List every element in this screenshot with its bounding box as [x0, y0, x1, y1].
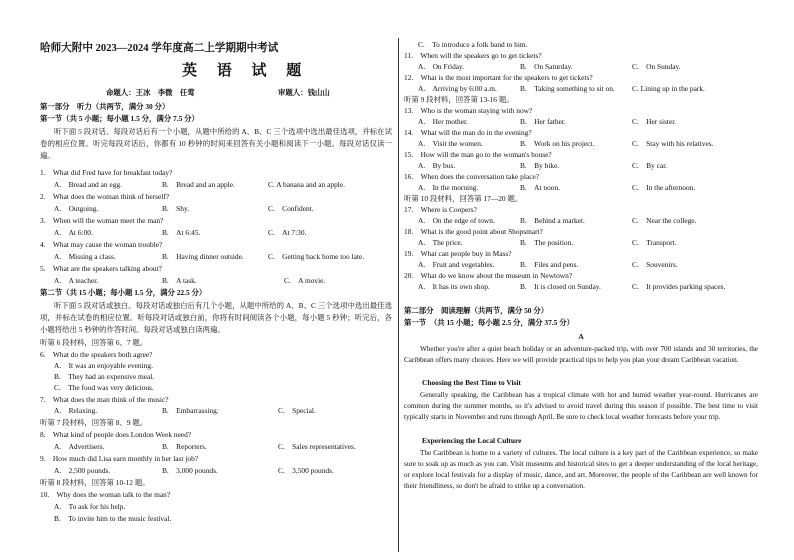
q7-option-a: A. Relaxing.	[54, 406, 98, 415]
q7-stem: 7. What does the man think of the music?	[40, 395, 169, 404]
reviewer: 审题人：钱山山	[278, 88, 330, 97]
q9-option-a: A. 2,500 pounds.	[54, 466, 111, 475]
q12-option-a: A. Arriving by 6:00 a.m.	[418, 84, 497, 93]
q17-option-b: B. Behind a market.	[520, 216, 585, 225]
q8-option-b: B. Reporters.	[162, 442, 207, 451]
q13-option-a: A. Her mother.	[418, 117, 468, 126]
q3-stem: 3. When will the woman meet the man?	[40, 216, 164, 225]
q15-option-a: A. By bus.	[418, 161, 456, 170]
q14-option-c: C. Stay with his relatives.	[632, 139, 714, 148]
q10-stem: 10. Why does the woman talk to the man?	[40, 490, 171, 499]
passage-label: A	[578, 332, 584, 341]
left-column	[40, 0, 392, 560]
q8-option-c: C. Sales representatives.	[278, 442, 356, 451]
q13-option-c: C. Her sister.	[632, 117, 677, 126]
q11-option-b: B. On Saturday.	[520, 62, 573, 71]
part2-sec1-heading: 第一节 （共 15 小题；每小题 2.5 分，满分 37.5 分）	[404, 318, 574, 327]
sec1-heading: 第一节（共 5 小题；每小题 1.5 分，满分 7.5 分）	[40, 114, 199, 123]
q18-option-a: A. The price.	[418, 238, 463, 247]
q1-option-c: C. A banana and an apple.	[268, 180, 345, 189]
q9-stem: 9. How much did Lisa earn monthly in her last job?	[40, 454, 199, 463]
q5-stem: 5. What are the speakers talking about?	[40, 264, 162, 273]
authors: 命题人：王冰 李微 任莺	[106, 88, 195, 97]
q3-option-a: A. At 6:00.	[54, 228, 93, 237]
exam-title: 哈师大附中 2023—2024 学年度高二上学期期中考试	[40, 43, 279, 54]
q10-option-c: C. To introduce a folk band to him.	[418, 40, 528, 49]
q5-option-a: A. A teacher.	[54, 276, 99, 285]
part1-heading: 第一部分 听力（共两节，满分 30 分）	[40, 102, 170, 111]
material-6-note: 听第 6 段材料，回答第 6、7 题。	[40, 338, 148, 347]
passage-paragraph-3: The Caribbean is home to a variety of cultures. The local culture is a key part of the Caribbean experience, so make sure to soak up as much as you can. Visit museums and historical sites to get a deeper understanding of the local heritage, or explore local festivals for a display of music, dance, and art. Moreover, the people of the Caribbean are well known for their friendliness, so don't be afraid to strike up a conversation.	[404, 449, 758, 490]
part2-heading: 第二部分 阅读理解（共两节，满分 50 分）	[404, 306, 549, 315]
q20-option-c: C. It provides parking spaces.	[632, 282, 726, 291]
q14-stem: 14. What will the man do in the evening?	[404, 128, 532, 137]
material-10-note: 听第 10 段材料，回答第 17—20 题。	[404, 194, 523, 203]
passage-subheading-2: Experiencing the Local Culture	[422, 436, 522, 445]
q15-stem: 15. How will the man go to the woman's house?	[404, 150, 552, 159]
q16-option-b: B. At noon.	[520, 183, 561, 192]
q12-option-c: C. Lining up in the park.	[632, 84, 705, 93]
q11-stem: 11. When will the speakers go to get tickets?	[404, 51, 542, 60]
q2-option-c: C. Confident.	[268, 204, 314, 213]
q14-option-b: B. Work on his project.	[520, 139, 595, 148]
q14-option-a: A. Visit the women.	[418, 139, 483, 148]
q18-option-c: C. Transport.	[632, 238, 677, 247]
q6-option-c: C. The food was very delicious.	[54, 383, 154, 392]
passage-subheading-1: Choosing the Best Time to Visit	[422, 378, 521, 387]
q3-option-c: C. At 7:30.	[268, 228, 307, 237]
q1-option-a: A. Bread and an egg.	[54, 180, 122, 189]
material-7-note: 听第 7 段材料，回答第 8、9 题。	[40, 418, 148, 427]
q19-stem: 19. What can people buy in Mass?	[404, 249, 512, 258]
q4-option-a: A. Missing a class.	[54, 252, 116, 261]
q4-option-b: B. Having dinner outside.	[162, 252, 244, 261]
subject-title: 英 语 试 题	[182, 63, 310, 79]
q12-option-b: B. Taking something to sit on.	[520, 84, 615, 93]
column-divider	[398, 38, 399, 552]
q6-stem: 6. What do the speakers both agree?	[40, 350, 153, 359]
q17-option-a: A. On the edge of town.	[418, 216, 495, 225]
q20-stem: 20. What do we know about the museum in Newtown?	[404, 271, 573, 280]
q6-option-b: B. They had an expensive meal.	[54, 372, 155, 381]
q17-stem: 17. Where is Coopers?	[404, 205, 477, 214]
q19-option-c: C. Souvenirs.	[632, 260, 678, 269]
passage-paragraph-1: Whether you're after a quiet beach holiday or an adventure-packed trip, with over 700 islands and 30 territories, the Caribbean offers many choices. Here we will provide practical tips to help you plan your dream Caribbean vacation.	[404, 345, 758, 364]
q15-option-b: B. By bike.	[520, 161, 560, 170]
q15-option-c: C. By car.	[632, 161, 668, 170]
q20-option-a: A. It has its own shop.	[418, 282, 490, 291]
q4-stem: 4. What may cause the woman trouble?	[40, 240, 163, 249]
q8-stem: 8. What kind of people does London Week need?	[40, 430, 192, 439]
right-column	[404, 0, 758, 560]
q5-option-b: B. A task.	[162, 276, 197, 285]
q20-option-b: B. It is closed on Sunday.	[520, 282, 601, 291]
sec2-heading: 第二节（共 15 小题；每小题 1.5 分，满分 22.5 分）	[40, 288, 207, 297]
q6-option-a: A. It was an enjoyable evening.	[54, 361, 153, 370]
q10-option-a: A. To ask for his help.	[54, 502, 126, 511]
q9-option-b: B. 3,000 pounds.	[162, 466, 218, 475]
q2-option-a: A. Outgoing.	[54, 204, 99, 213]
q18-stem: 18. What is the good point about Shopsmart?	[404, 227, 543, 236]
q16-stem: 16. When does the conversation take place?	[404, 172, 540, 181]
q10-option-b: B. To invite him to the music festival.	[54, 514, 172, 523]
q16-option-c: C. In the afternoon.	[632, 183, 696, 192]
q3-option-b: B. At 6:45.	[162, 228, 201, 237]
q1-stem: 1. What did Fred have for breakfast today?	[40, 168, 173, 177]
q7-option-c: C. Special.	[278, 406, 316, 415]
sec1-instructions: 听下面 5 段对话。每段对话后有一个小题，从题中所给的 A、B、C 三个选项中选出最佳选项，并标在试卷的相应位置。听完每段对话后，你都有 10 秒钟的时间来回答有关小题和阅读下一小题。每段对话仅读一遍。	[40, 127, 392, 160]
q2-option-b: B. Shy.	[162, 204, 190, 213]
q17-option-c: C. Near the college.	[632, 216, 697, 225]
q9-option-c: C. 3,500 pounds.	[278, 466, 334, 475]
q5-option-c: C. A movie.	[284, 276, 326, 285]
material-9-note: 听第 9 段材料，回答第 13-16 题。	[404, 95, 514, 104]
q11-option-a: A. On Friday.	[418, 62, 465, 71]
q1-option-b: B. Bread and an apple.	[162, 180, 235, 189]
q13-stem: 13. Who is the woman staying with now?	[404, 106, 533, 115]
q11-option-c: C. On Sunday.	[632, 62, 681, 71]
q19-option-b: B. Files and pens.	[520, 260, 579, 269]
q8-option-a: A. Advertisers.	[54, 442, 105, 451]
q12-stem: 12. What is the most important for the speakers to get tickets?	[404, 73, 593, 82]
q18-option-b: B. The position.	[520, 238, 574, 247]
q19-option-a: A. Fruit and vegetables.	[418, 260, 495, 269]
material-8-note: 听第 8 段材料，回答第 10-12 题。	[40, 478, 150, 487]
q4-option-c: C. Getting back home too late.	[268, 252, 365, 261]
q13-option-b: B. Her father.	[520, 117, 566, 126]
q2-stem: 2. What does the woman think of herself?	[40, 192, 170, 201]
sec2-instructions: 听下面 5 段对话或独白。每段对话或独白后有几个小题，从题中所给的 A、B、C 三个选项中选出最佳选项，并标在试卷的相应位置。听每段对话或独白前，你将有时间阅读各个小题，每小题 5 秒钟；听完后，各小题将给出 5 秒钟的作答时间。每段对话或独白读两遍。	[40, 301, 392, 334]
passage-paragraph-2: Generally speaking, the Caribbean has a tropical climate with hot and humid weather year-round. Hurricanes are common during the summer months, so it's advised to avoid travel during this season if possible. The best time to visit typically starts in November and runs through April. Be sure to check local weather forecasts before your trip.	[404, 391, 758, 421]
q7-option-b: B. Embarrassing.	[162, 406, 219, 415]
q16-option-a: A. In the morning.	[418, 183, 479, 192]
